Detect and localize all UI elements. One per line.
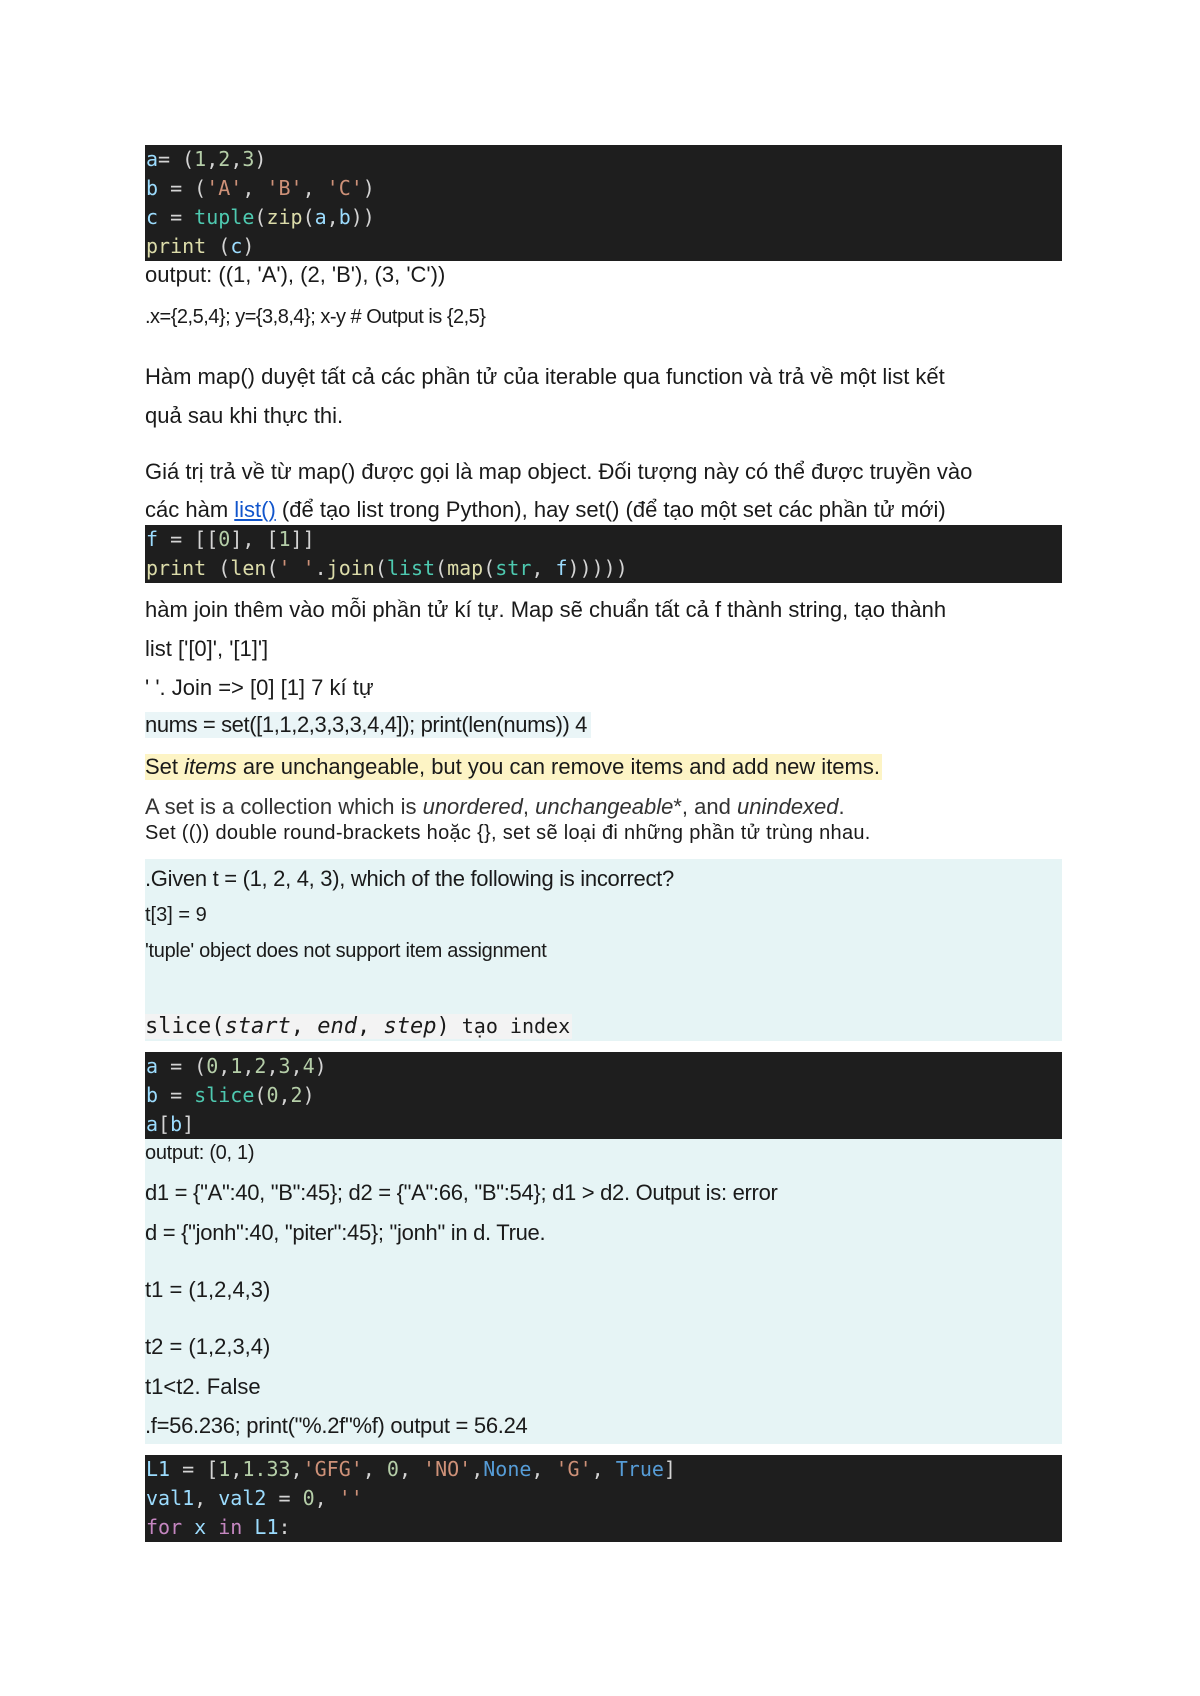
code-token: ,	[531, 1457, 556, 1481]
code-token: a	[314, 205, 327, 229]
code-token: (	[254, 1083, 267, 1107]
code-token: ,	[266, 1054, 279, 1078]
code-token: = [	[170, 1457, 219, 1481]
code-line	[145, 1455, 1062, 1484]
code-token: 0	[302, 1486, 315, 1510]
code-token: ,	[326, 205, 339, 229]
code-token: .	[314, 556, 327, 580]
code-token: ]	[663, 1457, 676, 1481]
code-token: = (	[158, 1054, 207, 1078]
code-token: ,	[302, 176, 327, 200]
code-block-zip	[145, 145, 1062, 261]
join-explanation-line2: list ['[0]', '[1]']	[145, 636, 269, 661]
code-token: = (	[158, 147, 195, 171]
code-token: f	[146, 527, 159, 551]
code-token: =	[266, 1486, 303, 1510]
code-token: 0	[218, 527, 231, 551]
map-object-text-after: (để tạo list trong Python), hay set() (để tạo một set các phần tử mới)	[275, 497, 946, 522]
code-line	[145, 1081, 1062, 1110]
code-token: ]]	[290, 527, 315, 551]
slice-arg-step: step	[383, 1014, 437, 1039]
code-token: ,	[591, 1457, 616, 1481]
code-token: ,	[218, 1054, 231, 1078]
set-collection-unindexed: unindexed	[736, 794, 839, 819]
code-token: (	[206, 234, 231, 258]
code-token: val2	[218, 1486, 267, 1510]
code-token: = [[	[158, 527, 219, 551]
code-token: ,	[206, 147, 219, 171]
code-token: =	[158, 1083, 195, 1107]
set-collection-p2: ,	[522, 794, 536, 819]
map-description-line2: quả sau khi thực thi.	[145, 403, 344, 428]
map-object-line1: Giá trị trả về từ map() được gọi là map object. Đối tượng này có thể được truyền vào	[145, 459, 973, 484]
code-token: 3	[278, 1054, 291, 1078]
slice-sep2: ,	[356, 1014, 384, 1039]
code-token: )	[242, 234, 255, 258]
tuple-t2: t2 = (1,2,3,4)	[145, 1334, 271, 1359]
code-line	[145, 174, 1062, 203]
code-token: b	[170, 1112, 183, 1136]
set-items-italic: items	[184, 754, 237, 779]
code-line	[145, 525, 1062, 554]
code-token: ], [	[230, 527, 279, 551]
tuple-question: .Given t = (1, 2, 4, 3), which of the following is incorrect?	[145, 866, 674, 891]
code-token: x	[194, 1515, 207, 1539]
code-token: str	[495, 556, 532, 580]
code-token: ,	[230, 1457, 243, 1481]
set-collection-unordered: unordered	[422, 794, 523, 819]
code-token: ,	[242, 176, 267, 200]
code-token: join	[326, 556, 375, 580]
code-token: slice	[194, 1083, 255, 1107]
code-token: 1	[230, 1054, 243, 1078]
code-token: c	[146, 205, 159, 229]
tuple-t1: t1 = (1,2,4,3)	[145, 1277, 271, 1302]
code-token: ,	[230, 147, 243, 171]
dict-membership-example: d = {"jonh":40, "piter":45}; "jonh" in d. True.	[145, 1220, 546, 1245]
slice-syntax	[145, 1014, 572, 1039]
code-token: a	[146, 147, 159, 171]
code-token: (	[254, 205, 267, 229]
code-token: )))))	[567, 556, 628, 580]
tuple-answer: t[3] = 9	[145, 904, 207, 926]
set-difference-example: .x={2,5,4}; y={3,8,4}; x-y # Output is {2,5}	[145, 306, 486, 328]
output-zip: output: ((1, 'A'), (2, 'B'), (3, 'C'))	[145, 262, 446, 287]
code-token: )	[362, 176, 375, 200]
code-token: 'A'	[206, 176, 243, 200]
code-token: 'NO'	[423, 1457, 472, 1481]
map-object-text-before: các hàm	[145, 497, 235, 522]
code-token: 3	[242, 147, 255, 171]
code-token: 1.33	[242, 1457, 291, 1481]
slice-arg-end: end	[317, 1014, 357, 1039]
code-token: L1	[146, 1457, 171, 1481]
tuple-compare: t1<t2. False	[145, 1374, 261, 1399]
code-token: (	[206, 556, 231, 580]
code-token: L1	[254, 1515, 279, 1539]
code-token: ' '	[278, 556, 315, 580]
code-token: (	[435, 556, 448, 580]
code-token: len	[230, 556, 267, 580]
code-block-join	[145, 525, 1062, 583]
join-explanation-line1: hàm join thêm vào mỗi phần tử kí tự. Map sẽ chuẩn tất cả f thành string, tạo thành	[145, 597, 947, 622]
set-collection-p3: *, and	[673, 794, 737, 819]
code-token: :	[278, 1515, 291, 1539]
code-token	[206, 1515, 218, 1539]
code-line	[145, 145, 1062, 174]
code-token: ))	[350, 205, 375, 229]
code-line	[145, 203, 1062, 232]
code-token: ,	[242, 1054, 255, 1078]
code-token: 0	[386, 1457, 399, 1481]
code-token: ,	[471, 1457, 484, 1481]
code-line	[145, 1513, 1062, 1542]
code-token: = (	[158, 176, 207, 200]
code-token: a	[146, 1112, 159, 1136]
code-token: zip	[266, 205, 303, 229]
code-token: b	[338, 205, 351, 229]
code-token: a	[146, 1054, 159, 1078]
code-token: ,	[278, 1083, 291, 1107]
code-token: c	[230, 234, 243, 258]
set-brackets-note: Set (()) double round-brackets hoặc {}, set sẽ loại đi những phần tử trùng nhau.	[145, 822, 871, 844]
map-description-line1: Hàm map() duyệt tất cả các phần tử của iterable qua function và trả về một list kết	[145, 364, 945, 389]
set-items-before: Set	[145, 754, 185, 779]
code-token	[242, 1515, 254, 1539]
slice-sep1: ,	[290, 1014, 318, 1039]
code-token: list	[386, 556, 436, 580]
code-token: 0	[206, 1054, 219, 1078]
code-token: )	[314, 1054, 327, 1078]
code-token: ,	[290, 1457, 303, 1481]
code-token: [	[158, 1112, 171, 1136]
code-token: 1	[278, 527, 291, 551]
code-token: ,	[398, 1457, 424, 1481]
slice-arg-start: start	[224, 1014, 291, 1039]
code-token: val1	[146, 1486, 195, 1510]
code-token: 2	[218, 147, 231, 171]
slice-close: )	[436, 1014, 450, 1039]
code-token: (	[266, 556, 279, 580]
code-line	[145, 232, 1062, 261]
code-token: ,	[362, 1457, 387, 1481]
list-link[interactable]: list()	[234, 497, 276, 522]
code-token: in	[218, 1515, 243, 1539]
set-collection-note	[145, 794, 845, 820]
code-token: (	[483, 556, 496, 580]
slice-fn: slice(	[145, 1014, 225, 1039]
code-token: for	[146, 1515, 183, 1539]
code-block-slice	[145, 1052, 1062, 1139]
set-collection-unchangeable: unchangeable	[535, 794, 674, 819]
map-object-line2	[145, 497, 946, 523]
code-token: (	[374, 556, 387, 580]
slice-desc: tạo index	[449, 1014, 571, 1038]
code-token: 0	[266, 1083, 279, 1107]
code-token: True	[615, 1457, 664, 1481]
set-items-note	[145, 754, 882, 780]
code-token: 1	[218, 1457, 231, 1481]
format-example: .f=56.236; print("%.2f"%f) output = 56.24	[145, 1413, 528, 1438]
code-line	[145, 1110, 1062, 1139]
code-token: 'B'	[266, 176, 303, 200]
code-line	[145, 1052, 1062, 1081]
code-token: 4	[302, 1054, 315, 1078]
code-token: print	[146, 556, 207, 580]
code-token	[182, 1515, 194, 1539]
code-token: 1	[194, 147, 207, 171]
code-line	[145, 1484, 1062, 1513]
code-token: ,	[290, 1054, 303, 1078]
code-token: )	[254, 147, 267, 171]
dict-compare-example: d1 = {"A":40, "B":45}; d2 = {"A":66, "B":54}; d1 > d2. Output is: error	[145, 1180, 778, 1205]
code-token: map	[447, 556, 484, 580]
code-token: f	[555, 556, 568, 580]
code-token: 'C'	[326, 176, 363, 200]
code-token: b	[146, 176, 159, 200]
output-slice: output: (0, 1)	[145, 1142, 255, 1164]
code-token: (	[302, 205, 315, 229]
code-token: tuple	[194, 205, 255, 229]
code-token: )	[302, 1083, 315, 1107]
set-collection-p1: A set is a collection which is	[145, 794, 423, 819]
code-token: 2	[290, 1083, 303, 1107]
code-token: print	[146, 234, 207, 258]
set-collection-p4: .	[838, 794, 845, 819]
code-token: 'G'	[555, 1457, 592, 1481]
code-token: None	[483, 1457, 532, 1481]
code-token: ''	[338, 1486, 363, 1510]
code-token: =	[158, 205, 195, 229]
code-token: ,	[531, 556, 556, 580]
code-block-list	[145, 1455, 1062, 1542]
nums-set-example: nums = set([1,1,2,3,3,3,4,4]); print(len(nums)) 4	[145, 712, 591, 738]
code-token: ,	[314, 1486, 339, 1510]
set-items-after: are unchangeable, but you can remove items and add new items.	[236, 754, 880, 779]
code-token: 2	[254, 1054, 267, 1078]
code-token: ]	[182, 1112, 195, 1136]
code-token: b	[146, 1083, 159, 1107]
code-line	[145, 554, 1062, 583]
tuple-error: 'tuple' object does not support item assignment	[145, 940, 547, 962]
join-explanation-line3: ' '. Join => [0] [1] 7 kí tự	[145, 675, 374, 700]
code-token: 'GFG'	[302, 1457, 363, 1481]
code-token: ,	[194, 1486, 219, 1510]
